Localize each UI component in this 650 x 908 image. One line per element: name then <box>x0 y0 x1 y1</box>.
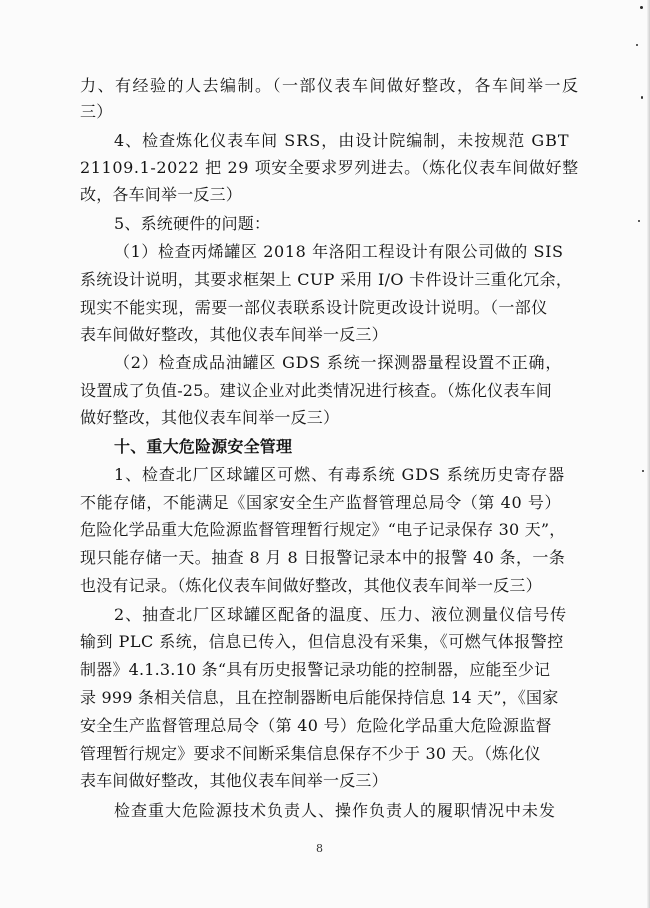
text-line: 不能存储，不能满足《国家安全生产监督管理总局令（第 40 号） <box>80 493 562 512</box>
text-line: 管理暂行规定》要求不间断采集信息保存不少于 30 天。（炼化仪 <box>80 744 541 763</box>
text-line: 设置成了负值-25。建议企业对此类情况进行核查。（炼化仪表车间 <box>80 381 552 400</box>
text-line: 输到 PLC 系统，信息已传入，但信息没有采集，《可燃气体报警控 <box>80 632 564 651</box>
text-line: 做好整改，其他仪表车间举一反三） <box>80 408 340 427</box>
text-line: 录 999 条相关信息，且在控制器断电后能保持信息 14 天”，《国家 <box>80 688 559 707</box>
page-number: 8 <box>316 842 323 855</box>
text-line: 制器》4.1.3.10 条“具有历史报警记录功能的控制器，应能至少记 <box>80 660 551 679</box>
text-line: 表车间做好整改，其他仪表车间举一反三） <box>80 325 388 344</box>
text-line: 4、检查炼化仪表车间 SRS，由设计院编制，未按规范 GBT <box>114 131 570 150</box>
text-line: 危险化学品重大危险源监督管理暂行规定》“电子记录保存 30 天”， <box>80 520 566 539</box>
text-line: （2）检查成品油罐区 GDS 系统一探测器量程设置不正确， <box>114 353 563 372</box>
scan-speck <box>640 6 643 9</box>
scan-speck <box>636 44 638 46</box>
scan-speck <box>638 220 640 222</box>
scan-speck <box>642 470 644 472</box>
text-line: 安全生产监督管理总局令（第 40 号）危险化学品重大危险源监督 <box>80 716 552 735</box>
text-line: 现实不能实现，需要一部仪表联系设计院更改设计说明。（一部仪 <box>80 298 548 317</box>
text-line: 也没有记录。（炼化仪表车间做好整改，其他仪表车间举一反三） <box>80 576 542 595</box>
text-line: 改，各车间举一反三） <box>80 185 243 204</box>
text-line: 系统设计说明，其要求框架上 CUP 采用 I/O 卡件设计三重化冗余， <box>80 270 573 289</box>
section-heading: 十、重大危险源安全管理 <box>114 437 293 456</box>
text-line: 检查重大危险源技术负责人、操作负责人的履职情况中未发 <box>114 801 557 820</box>
text-line: 2、抽查北厂区球罐区配备的温度、压力、液位测量仪信号传 <box>114 605 568 624</box>
scan-speck <box>641 96 643 99</box>
text-line: 力、有经验的人去编制。（一部仪表车间做好整改，各车间举一反 <box>80 76 580 95</box>
text-line: 21109.1-2022 把 29 项安全要求罗列进去。（炼化仪表车间做好整 <box>80 158 579 177</box>
text-line: 现只能存储一天。抽查 8 月 8 日报警记录本中的报警 40 条，一条 <box>80 548 566 567</box>
text-line: （1）检查丙烯罐区 2018 年洛阳工程设计有限公司做的 SIS <box>114 242 564 261</box>
text-line: 表车间做好整改，其他仪表车间举一反三） <box>80 771 388 790</box>
text-line: 5、系统硬件的问题： <box>114 214 271 233</box>
text-line: 1、检查北厂区球罐区可燃、有毒系统 GDS 系统历史寄存器 <box>114 465 566 484</box>
text-line: 三） <box>80 102 113 121</box>
